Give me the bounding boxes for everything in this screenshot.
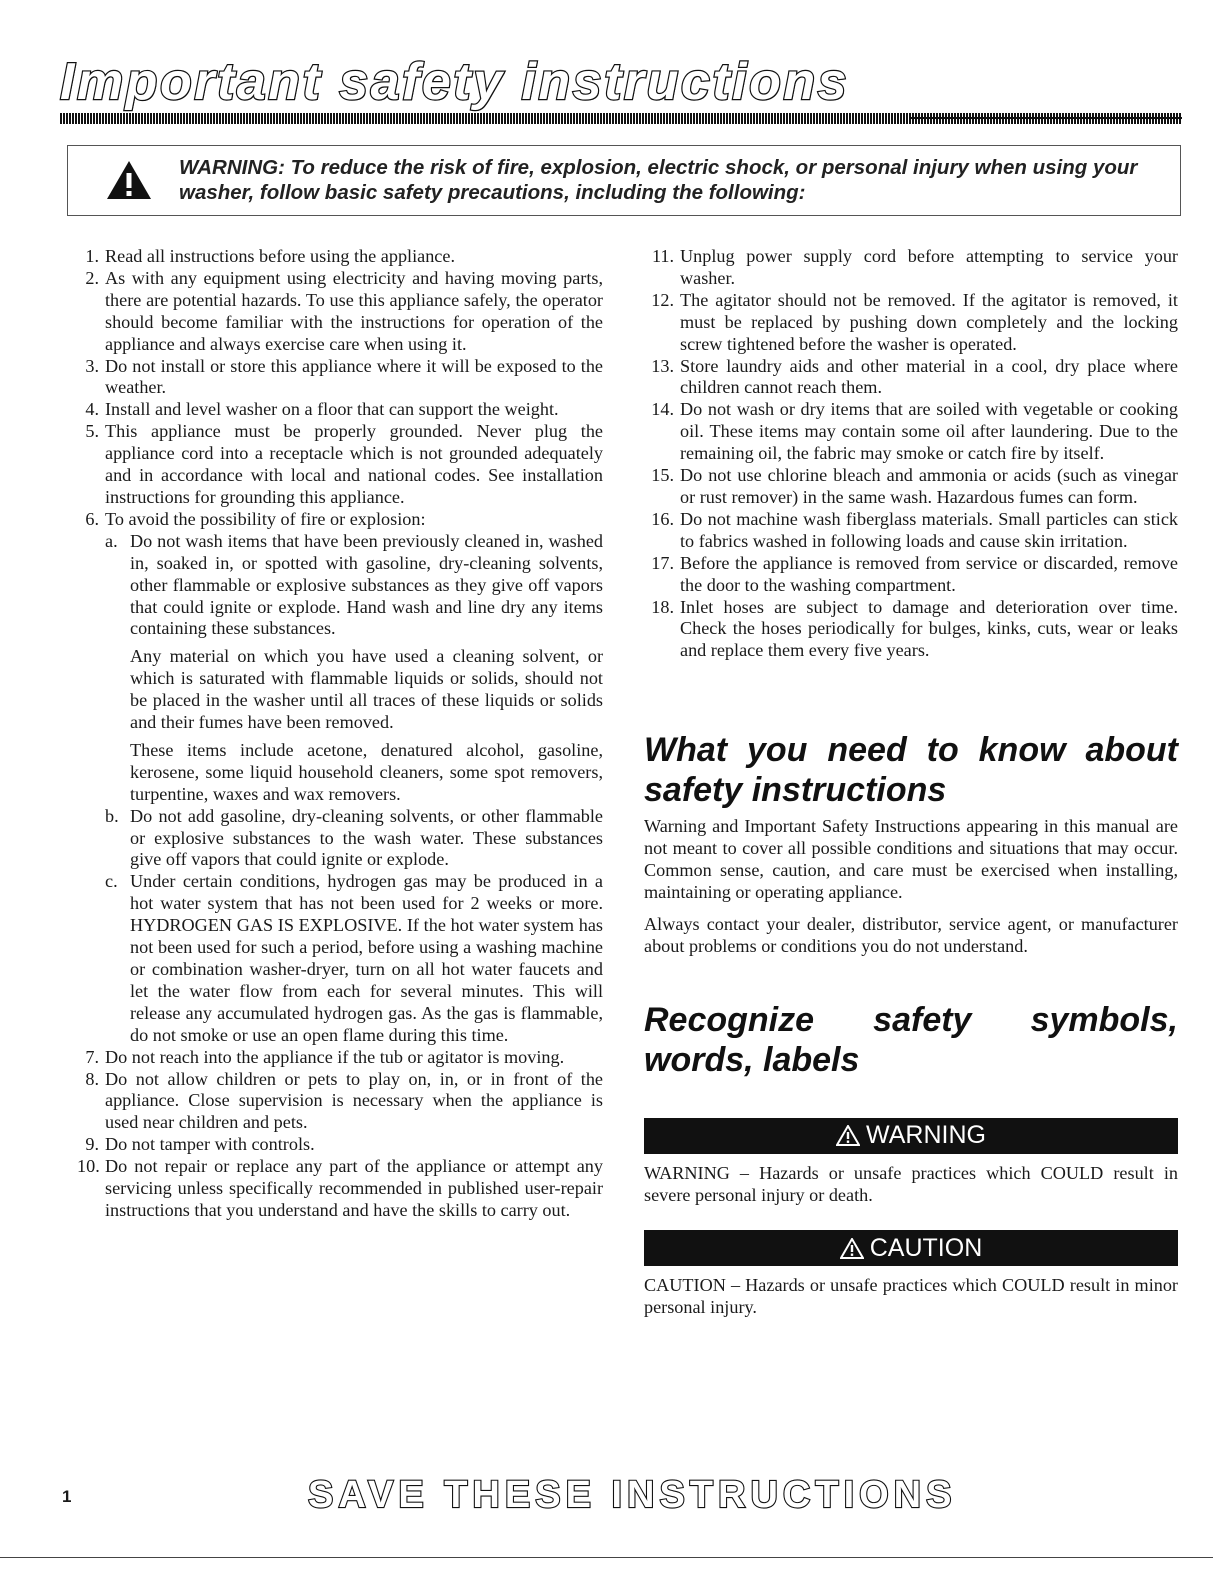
spacer: [644, 662, 1178, 730]
know-heading: What you need to know about safety instructions: [644, 731, 1178, 810]
sub-item-b: [105, 806, 603, 872]
caution-term: CAUTION: [644, 1275, 726, 1296]
item-text: Before the appliance is removed from service or discarded, remove the door to the washing compartment.: [680, 552, 1178, 595]
warning-definition: [644, 1163, 1178, 1207]
item-text: Do not wash or dry items that are soiled with vegetable or cooking oil. These items may contain some oil after laundering. Due to the remaining oil, the fabric may smoke or catch fire by itself.: [680, 399, 1178, 464]
page-title: Important safety instructions: [60, 53, 850, 111]
item-text: The agitator should not be removed. If the agitator is removed, it must be replaced by pushing down completely and the locking screw tightened before the washer is operated.: [680, 289, 1178, 354]
instruction-item: [644, 290, 1178, 356]
instruction-item: [77, 1156, 603, 1222]
warning-lead: WARNING:: [179, 156, 285, 179]
sub-text: Do not add gasoline, dry-cleaning solvents, or other flammable or explosive substances to the wash water. These substances give off vapors that could ignite or explode.: [130, 805, 603, 870]
footer-save-instructions: SAVE THESE INSTRUCTIONS: [308, 1474, 957, 1516]
sub-letter: a.: [105, 530, 118, 551]
warning-sign-label: WARNING: [866, 1120, 986, 1149]
caution-desc: – Hazards or unsafe practices which: [725, 1275, 1002, 1296]
item-number: 10.: [77, 1156, 100, 1177]
spacer: [644, 958, 1178, 1000]
instruction-item: [77, 509, 603, 1047]
bottom-rule: [0, 1557, 1213, 1558]
caution-could: COULD: [1002, 1275, 1065, 1296]
instruction-item: [77, 421, 603, 509]
instructions-list-left: [77, 246, 603, 1222]
item-text: Do not machine wash fiberglass materials. Small particles can stick to fabrics washed in following loads and cause skin irritation.: [680, 508, 1178, 551]
item-text: Install and level washer on a floor that can support the weight.: [105, 399, 559, 420]
title-rule: [60, 113, 1182, 124]
warning-statement: [179, 155, 1170, 205]
item-number: 11.: [651, 246, 674, 266]
instruction-item: [77, 356, 603, 400]
instruction-item: [644, 553, 1178, 597]
item-text: Do not repair or replace any part of the appliance or attempt any servicing unless specifically recommended in published user-repair instructions that you understand and have the skills to carry out.: [105, 1156, 603, 1220]
item-text: Inlet hoses are subject to damage and deterioration over time. Check the hoses periodically for bulges, kinks, cuts, wear or leaks and replace them every five years.: [680, 596, 1178, 661]
know-paragraph-2: Always contact your dealer, distributor, service agent, or manufacturer about problems or conditions you do not understand.: [644, 913, 1178, 956]
caution-rest: result in minor personal injury.: [644, 1275, 1178, 1318]
spacer: [644, 1206, 1178, 1230]
item-number: 14.: [651, 399, 674, 420]
warning-triangle-icon: [106, 160, 152, 200]
symbols-heading: Recognize safety symbols, words, labels: [644, 1000, 1178, 1079]
item-number: 17.: [651, 552, 674, 573]
caution-definition: [644, 1275, 1178, 1319]
warning-term: WARNING: [644, 1162, 730, 1183]
item-number: 13.: [651, 355, 674, 376]
item-number: 6.: [85, 508, 99, 529]
instruction-item: [644, 356, 1178, 400]
item-number: 16.: [651, 508, 674, 529]
item-text: Do not install or store this appliance where it will be exposed to the weather.: [105, 355, 603, 398]
warning-could: COULD: [1040, 1162, 1104, 1183]
instructions-left-column: [77, 246, 603, 1222]
item-text: Read all instructions before using the appliance.: [105, 246, 456, 266]
item-number: 18.: [651, 596, 674, 617]
item-text: Unplug power supply cord before attempting to service your washer.: [680, 246, 1178, 288]
caution-sign-label: CAUTION: [869, 1233, 983, 1262]
instruction-item: [77, 1134, 603, 1156]
item-number: 2.: [85, 267, 99, 288]
sub-item-a: [105, 531, 603, 806]
warning-desc: – Hazards or unsafe practices which: [729, 1162, 1041, 1183]
caution-sign-bar: [644, 1230, 1178, 1266]
item-number: 12.: [651, 289, 674, 310]
item-text: Do not use chlorine bleach and ammonia or acids (such as vinegar or rust remover) in the same wash. Hazardous fumes can form.: [680, 465, 1178, 507]
warning-triangle-icon: [836, 1125, 860, 1146]
warning-rest: result in severe personal injury or death.: [644, 1162, 1178, 1205]
instruction-item: [77, 1047, 603, 1069]
warning-box: [67, 145, 1181, 216]
item-text: Store laundry aids and other material in a cool, dry place where children cannot reach them.: [680, 355, 1178, 398]
spacer: [644, 1080, 1178, 1118]
item-text: Do not allow children or pets to play on, in, or in front of the appliance. Close supervision is necessary when the appliance is used near children and pets.: [105, 1068, 603, 1133]
caution-triangle-icon: [840, 1238, 864, 1259]
sub-text: Under certain conditions, hydrogen gas may be produced in a hot water system that has not been used for 2 weeks or more. HYDROGEN GAS IS EXPLOSIVE. If the hot water system has not been used for such a period, before using a washing machine or combination washer-dryer, turn on all hot water faucets and let the water flow from each for several minutes. This will release any accumulated hydrogen gas. As the gas is flammable, do not smoke or use an open flame during this time.: [130, 871, 603, 1045]
instructions-right-column: [644, 246, 1178, 1319]
item-text: Do not reach into the appliance if the tub or agitator is moving.: [105, 1046, 565, 1067]
instruction-item: [77, 246, 603, 268]
sub-paragraph: These items include acetone, denatured alcohol, gasoline, kerosene, some liquid household cleaners, some spot removers, turpentine, waxes and wax removers.: [130, 739, 603, 804]
item-text: This appliance must be properly grounded. Never plug the appliance cord into a receptacle which is not grounded adequately and in accordance with local and national codes. See installation instructions for grounding this appliance.: [105, 421, 603, 507]
item-number: 8.: [85, 1068, 99, 1089]
know-paragraph-1: Warning and Important Safety Instructions appearing in this manual are not meant to cover all possible conditions and situations that may occur. Common sense, caution, and care must be exercised when installing, maintaining or operating appliance.: [644, 816, 1178, 902]
item-text: To avoid the possibility of fire or explosion:: [105, 508, 426, 529]
sub-paragraph: Any material on which you have used a cleaning solvent, or which is saturated with flammable liquids or solids, should not be placed in the washer until all traces of these liquids or solids and their fumes have been removed.: [130, 646, 603, 733]
item-number: 5.: [85, 421, 99, 442]
item-number: 9.: [85, 1134, 99, 1155]
page-number: 1: [62, 1487, 72, 1506]
instruction-item: [644, 246, 1178, 290]
warning-text: To reduce the risk of fire, explosion, electric shock, or personal injury when using your washer, follow basic safety precautions, including the following:: [179, 156, 1138, 204]
instruction-item: [644, 597, 1178, 663]
item-text: As with any equipment using electricity and having moving parts, there are potential hazards. To use this appliance safely, the operator should become familiar with the instructions for operation of the appliance and always exercise care when using it.: [105, 267, 603, 354]
instruction-item: [77, 268, 603, 356]
item-number: 7.: [85, 1046, 99, 1067]
sub-text: Do not wash items that have been previously cleaned in, washed in, soaked in, or spotted with gasoline, dry-cleaning solvents, other flammable or explosive substances as they give off vapors that could ignite or explode. Hand wash and line dry any items containing these substances.: [130, 530, 603, 639]
item-number: 1.: [85, 246, 99, 266]
sub-item-c: [105, 871, 603, 1046]
instructions-list-right: [644, 246, 1178, 662]
item-number: 15.: [651, 465, 674, 486]
item-number: 3.: [85, 355, 99, 376]
item-text: Do not tamper with controls.: [105, 1134, 315, 1155]
instruction-item: [644, 399, 1178, 465]
sub-list: [105, 531, 603, 1047]
sub-letter: b.: [105, 805, 119, 826]
instruction-item: [77, 1069, 603, 1135]
sub-letter: c.: [105, 871, 118, 892]
warning-sign-bar: [644, 1118, 1178, 1154]
instruction-item: [644, 509, 1178, 553]
instruction-item: [77, 399, 603, 421]
item-number: 4.: [85, 399, 99, 420]
instruction-item: [644, 465, 1178, 509]
